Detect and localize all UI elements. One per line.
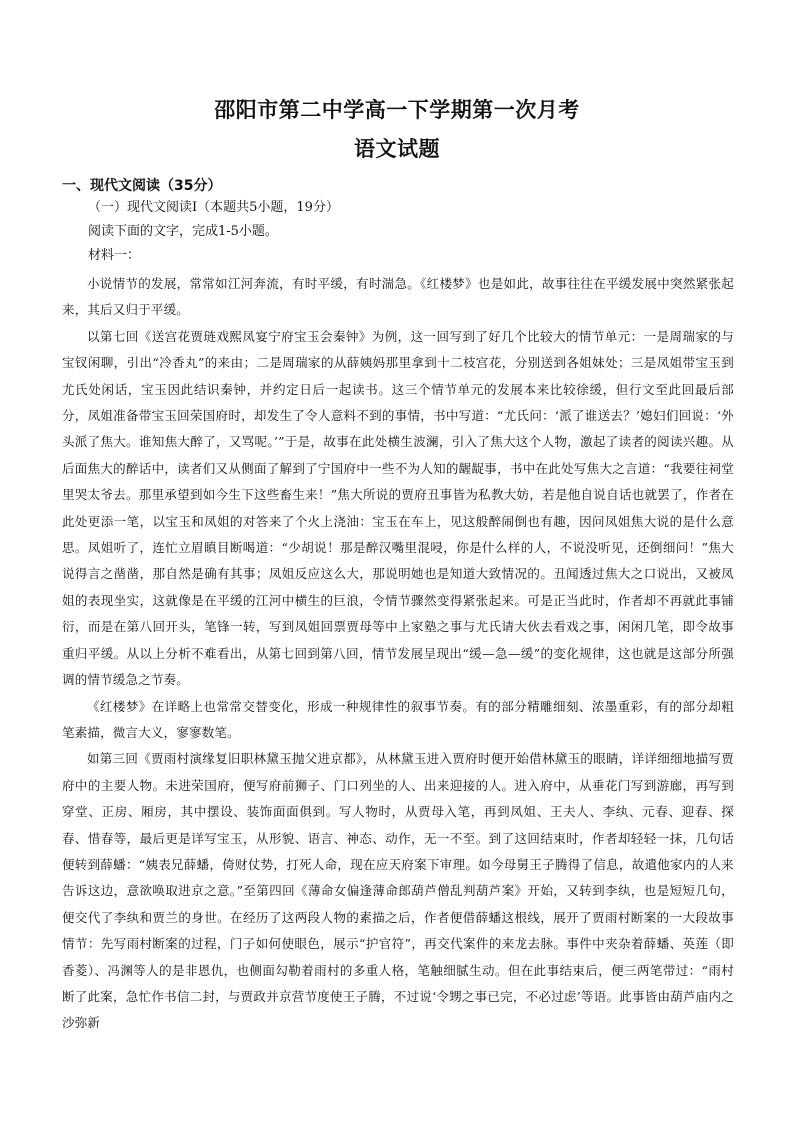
material-label: 材料一： bbox=[88, 248, 141, 263]
paragraph-1: 小说情节的发展，常常如江河奔流，有时平缓，有时湍急。《红楼梦》也是如此，故事往往在平缓发展中突然紧张起来，其后又归于平缓。 bbox=[62, 276, 734, 318]
passage-body bbox=[62, 271, 734, 1037]
subsection-heading: （一）现代文阅读Ⅰ（本题共5小题，19分） bbox=[88, 200, 339, 215]
instruction-text: 阅读下面的文字，完成1-5小题。 bbox=[88, 224, 278, 239]
exam-title: 邵阳市第二中学高一下学期第一次月考 bbox=[214, 98, 580, 122]
paragraph-2: 以第七回《送宫花贾琏戏熙凤宴宁府宝玉会秦钟》为例，这一回写到了好几个比较大的情节单元：一是周瑞家的与宝钗闲聊，引出“冷香丸”的来由；二是周瑞家的从薛姨妈那里拿到十二枝宫花，分别送到各姐妹处；三是凤姐带宝玉到尤氏处闲话，宝玉因此结识秦钟，并约定日后一起读书。这三个情节单元的发展本来比较徐缓，但行文至此回最后部分，凤姐准备带宝玉回荣国府时，却发生了令人意料不到的事情，书中写道：“尤氏问：‘派了谁送去？’媳妇们回说：‘外头派了焦大。谁知焦大醉了，又骂呢。’”于是，故事在此处横生波澜，引入了焦大这个人物，激起了读者的阅读兴趣。从后面焦大的醉话中，读者们又从侧面了解到了宁国府中一些不为人知的龌龊事，书中在此处写焦大之言道：“我要往祠堂里哭太爷去。那里承望到如今生下这些畜生来！”焦大所说的贾府丑事皆为私教大妨，若是他自说自话也就罢了，作者在此处更添一笔，以宝玉和凤姐的对答来了个火上浇油：宝玉在车上，见这般醉闹倒也有趣，因问凤姐焦大说的是什么意思。凤姐听了，连忙立眉瞋目断喝道：“少胡说！那是醉汉嘴里混唚，你是什么样的人，不说没听见，还倒细问！”焦大说得言之凿凿，那自然是确有其事；凤姐反应这么大，那说明她也是知道大致情况的。丑闻透过焦大之口说出，又被凤姐的表现坐实，这就像是在平缓的江河中横生的巨浪，令情节骤然变得紧张起来。可是正当此时，作者却不再就此事铺衍，而是在第八回开头，笔锋一转，写到凤姐回票贾母等中上家塾之事与尤氏请大伙去看戏之事，闲闲几笔，即令故事重归平缓。从以上分析不难看出，从第七回到第八回，情节发展呈现出“缓—急—缓”的变化规律，这也就是这部分所强调的情节缓急之节奏。 bbox=[62, 328, 734, 688]
paragraph-4: 如第三回《贾雨村演缘复旧职林黛玉抛父进京都》，从林黛玉进入贾府时便开始借林黛玉的眼睛，详详细细地描写贾府中的主要人物。未进荣国府，便写府前狮子、门口列坐的人、出来迎接的人。进入府中，从垂花门写到游廊，再写到穿堂、正房、厢房，其中摆设、装饰面面俱到。写人物时，从贾母入笔，再到凤姐、王夫人、李纨、元春、迎春、探春、惜春等，最后更是详写宝玉，从形貌、语言、神态、动作，无一不至。到了这回结束时，作者却轻轻一抹，几句话便转到薛蟠：“姨表兄薛蟠，倚财仗势，打死人命，现在应天府案下审理。如今母舅王子腾得了信息，故遣他家内的人来告诉这边，意欲唤取进京之意。”至第四回《薄命女偏逢薄命郎葫芦僧乱判葫芦案》开始，又转到李纨，也是短短几句，便交代了李纨和贾兰的身世。在经历了这两段人物的素描之后，作者便借薛蟠这根线，展开了贾雨村断案的一大段故事情节：先写雨村断案的过程，门子如何使眼色，展示“护官符”，再交代案件的来龙去脉。事件中夹杂着薛蟠、英莲（即香菱）、冯渊等人的是非恩仇，也侧面勾勒着雨村的多重人格，笔触细腻生动。但在此事结束后，便三两笔带过：“雨村断了此案，急忙作书信二封，与贾政并京营节度使王子腾，不过说‘令甥之事已完，不必过虑’等语。此事皆由葫芦庙内之沙弥新 bbox=[62, 751, 734, 1031]
section-heading: 一、现代文阅读（35分） bbox=[62, 178, 222, 194]
paragraph-3: 《红楼梦》在详略上也常常交替变化，形成一种规律性的叙事节奏。有的部分精雕细刻、浓墨重彩，有的部分却粗笔素描，微言大义，寥寥数笔。 bbox=[62, 698, 734, 740]
exam-subtitle: 语文试题 bbox=[354, 137, 440, 161]
